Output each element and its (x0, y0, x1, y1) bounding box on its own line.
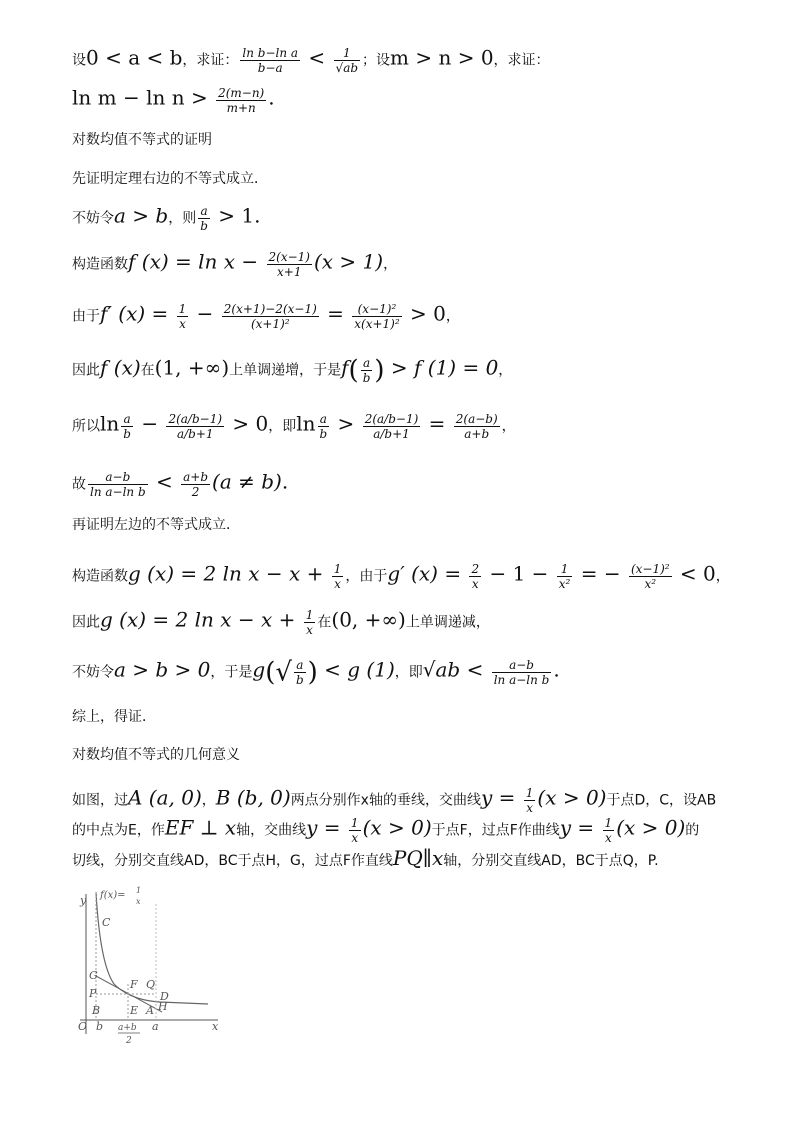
label-a: a (152, 1020, 159, 1033)
fraction: $\frac{a-b}{\text{ln a−ln b}}$ (493, 658, 550, 687)
paragraph-increasing: 因此f (x)在(1, +∞)上单调递增，于是f( $\frac{a}{b}$ ) > f (1) = 0， (72, 355, 513, 386)
label-e: E (130, 1004, 139, 1017)
reciprocal-curve-figure (70, 884, 230, 1054)
geometry-line-1: 如图，过A (a, 0)，B (b, 0)两点分别作x轴的垂线，交曲线y = $\frac{1}{x}$ (x > 0)于点D，C，设AB (72, 785, 717, 815)
paragraph-construct-f: 构造函数f (x) = ln x − $\frac{2(x-1)}{x+1}$ (x > 1)， (72, 249, 398, 279)
label-y: y (80, 894, 87, 907)
fraction: $\frac{\text{ln b−ln a}}{b-a}$ (242, 46, 299, 75)
fraction: $\frac{1}{√ab}$ (335, 46, 359, 75)
fraction: $\frac{a}{b}$ (319, 412, 328, 441)
label-a-point: A (146, 1004, 154, 1017)
paragraph-derivative-f: 由于f′ (x) = $\frac{1}{x}$ − $\frac{2(x+1)-2(x-1)}{\text{(x+1)²}}$ = $\frac{\text{(x−1)²}}{\text{x(x+1)²}}$ > 0， (72, 301, 460, 331)
label-two: 2 (126, 1036, 132, 1046)
fraction: $\frac{2}{x}$ (471, 562, 480, 591)
fraction: $\frac{2(a-b)}{a+b}$ (455, 412, 498, 441)
paragraph-assume-g: 不妨令a > b > 0，于是g(√ $\frac{a}{b}$ ) < g (1)，即√ab < $\frac{a-b}{\text{ln a−ln b}}$ . (72, 657, 560, 688)
fraction: $\frac{a+b}{2}$ (183, 470, 209, 499)
geometry-line-2: 的中点为E，作EF ⊥ x轴，交曲线y = $\frac{1}{x}$ (x > 0)于点F，过点F作曲线y = $\frac{1}{x}$ (x > 0)的 (72, 815, 700, 845)
label-h: H (158, 1000, 168, 1013)
paragraph-therefore: 故 $\frac{a-b}{\text{ln a−ln b}}$ < $\frac{a+b}{2}$ (a ≠ b). (72, 469, 289, 499)
fraction: $\frac{\text{(x−1)²}}{\text{x(x+1)²}}$ (354, 302, 400, 331)
paragraph-assume: 不妨令a > b，则 $\frac{a}{b}$ > 1. (72, 203, 261, 233)
fraction: $\frac{2(x-1)}{x+1}$ (268, 250, 310, 279)
paragraph-construct-g: 构造函数g (x) = 2 ln x − x + $\frac{1}{x}$ ，由于g′ (x) = $\frac{2}{x}$ − 1 − $\frac{1}{\text{x²}}$ = − $\frac{\text{(x−1)²}}{\text{x²}}$ < 0， (72, 561, 730, 591)
label-q: Q (146, 978, 156, 991)
label-fx-num: 1 (136, 886, 142, 895)
geometry-line-3: 切线，分别交直线AD，BC于点H，G，过点F作直线PQ∥x轴，分别交直线AD，BC于点Q，P. (72, 846, 659, 870)
fraction: $\frac{2(x+1)-2(x-1)}{\text{(x+1)²}}$ (223, 302, 317, 331)
fraction: $\frac{1}{x}$ (178, 302, 187, 331)
fraction: $\frac{1}{x}$ (333, 562, 342, 591)
label-f: F (130, 978, 138, 991)
label-fx-den: x (136, 897, 141, 906)
fraction: $\frac{a-b}{\text{ln a−ln b}}$ (90, 470, 146, 499)
label-a-plus-b: a+b (118, 1023, 137, 1033)
fraction: $\frac{\text{(x−1)²}}{\text{x²}}$ (630, 562, 670, 591)
fraction: $\frac{1}{x}$ (305, 608, 314, 637)
paragraph-left-side: 再证明左边的不等式成立． (72, 517, 240, 533)
paragraph-decreasing: 因此g (x) = 2 ln x − x + $\frac{1}{x}$ 在(0, +∞)上单调递减， (72, 607, 490, 637)
label-g: G (89, 969, 98, 982)
paragraph-right-side: 先证明定理右边的不等式成立． (72, 171, 268, 187)
problem-line-1: 设0 < a < b，求证： $\frac{\text{ln b−ln a}}{b-a}$ < $\frac{1}{√ab}$ ；设m > n > 0，求证： (72, 45, 550, 75)
paragraph-so-ln: 所以ln $\frac{a}{b}$ − $\frac{2(a/b-1)}{a/b+1}$ > 0，即ln $\frac{a}{b}$ > $\frac{2(a/b-1)}{a/b+1}$ = $\frac{2(a-b)}{a+b}$ ， (72, 411, 516, 441)
label-d: D (160, 990, 169, 1003)
fraction: $\frac{a}{b}$ (200, 204, 208, 233)
label-p: P (89, 987, 97, 1000)
fraction: $\frac{2(m-n)}{m+n}$ (218, 86, 265, 115)
fraction: $\frac{1}{\text{x²}}$ (558, 562, 571, 591)
fraction: $\frac{1}{x}$ (525, 786, 534, 815)
label-b-point: B (92, 1004, 101, 1017)
label-x: x (212, 1020, 219, 1033)
label-fx: f(x)= (100, 890, 126, 901)
fraction: $\frac{a}{b}$ (295, 658, 304, 687)
fraction: $\frac{a}{b}$ (123, 412, 131, 441)
fraction: $\frac{1}{x}$ (350, 816, 359, 845)
fraction: $\frac{2(a/b-1)}{a/b+1}$ (364, 412, 419, 441)
label-c: C (102, 916, 111, 929)
label-o: O (78, 1020, 88, 1033)
problem-line-2: ln m − ln n > $\frac{2(m-n)}{m+n}$ . (72, 85, 275, 115)
paragraph-conclusion: 综上，得证． (72, 709, 156, 725)
fraction: $\frac{1}{x}$ (604, 816, 613, 845)
fraction: $\frac{a}{b}$ (362, 356, 371, 385)
section-heading-geometry: 对数均值不等式的几何意义 (72, 747, 240, 763)
label-b: b (96, 1020, 104, 1033)
fraction: $\frac{2(a/b-1)}{a/b+1}$ (168, 412, 223, 441)
section-heading-proof: 对数均值不等式的证明 (72, 132, 212, 148)
